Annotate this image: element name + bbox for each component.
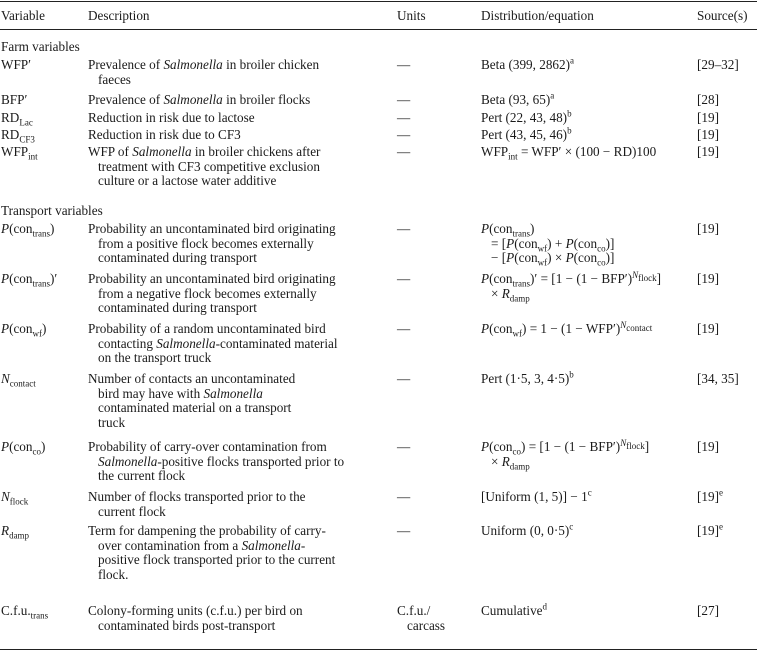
description-cell: Prevalence of Salmonella in broiler flocks (88, 92, 311, 107)
units-cell: — (397, 439, 411, 454)
variable-cell: $R_{damp}$ (1, 523, 30, 541)
header-distribution: Distribution/equation (481, 8, 594, 23)
units-cell: — (397, 221, 411, 236)
source-cell: $[19]^e$ (697, 521, 723, 538)
distribution-cell: [Uniform (1, $5)] - 1^c$ (481, 487, 592, 504)
description-cell: Probability an uncontaminated bird originating from a positive flock becomes externally contaminated during transport (88, 221, 336, 266)
units-cell: — (397, 92, 411, 107)
description-cell: Prevalence of Salmonella in broiler chicken faeces (88, 57, 320, 87)
variable-cell: $N_{flock}$ (1, 489, 29, 507)
description-cell: Number of flocks transported prior to the current flock (88, 489, 306, 519)
units-cell: — (397, 371, 411, 386)
header-description: Description (88, 8, 150, 23)
distribution-cell: $P(con_{co}) = [1 - (1 - BFP')^{N_{flock}}]$ × $R_{damp}$ (481, 437, 650, 472)
units-cell: — (397, 523, 411, 538)
distribution-cell: Beta (399, 2862)$^a$ (481, 55, 574, 72)
units-cell: — (397, 144, 411, 159)
variable-cell: P(con$_{wf}$) (1, 321, 47, 339)
bottom-rule (0, 649, 757, 650)
description-cell: Colony-forming units (c.f.u.) per bird on contaminated birds post-transport (88, 603, 303, 633)
variable-cell: WFP′ (1, 57, 32, 72)
units-cell: — (397, 489, 411, 504)
source-cell: [19] (697, 321, 719, 336)
description-cell: Number of contacts an uncontaminated bird may have with Salmonella contaminated material on a transport truck (88, 371, 296, 430)
distribution-cell: $P(con_{wf}) = 1 - (1 - WFP')^{N_{contact}}$ (481, 319, 653, 339)
variable-cell: P(con$_{co}$) (1, 439, 46, 457)
source-cell: [28] (697, 92, 719, 107)
units-cell: — (397, 127, 411, 142)
variable-cell: $N_{contact}$ (1, 371, 36, 389)
description-cell: Reduction in risk due to lactose (88, 110, 255, 125)
source-cell: [19] (697, 110, 719, 125)
variable-cell: $RD_{Lac}$ (1, 110, 33, 128)
source-cell: [34, 35] (697, 371, 739, 386)
units-cell: — (397, 271, 411, 286)
header-rule (0, 29, 757, 30)
description-cell: WFP of Salmonella in broiler chickens after treatment with CF3 competitive exclusion culture or a lactose water additive (88, 144, 321, 189)
units-cell: — (397, 57, 411, 72)
variable-cell: P(con$_{trans}$) (1, 221, 55, 239)
source-cell: [19] (697, 221, 719, 236)
header-units: Units (397, 8, 426, 23)
distribution-cell: Cumulative$^d$ (481, 601, 548, 618)
source-cell: [27] (697, 603, 719, 618)
section-farm-variables: Farm variables (1, 39, 80, 54)
source-cell: [19] (697, 127, 719, 142)
variable-cell: BFP′ (1, 92, 28, 107)
header-variable: Variable (1, 8, 45, 23)
source-cell: [29–32] (697, 57, 739, 72)
distribution-cell: $P(con_{trans})' = [1 - (1 - BFP')^{N_{flock}}]$ × $R_{damp}$ (481, 269, 662, 304)
distribution-cell: Uniform (0, 0·5)$^c$ (481, 521, 574, 538)
section-transport-variables: Transport variables (1, 203, 103, 218)
distribution-cell: $WFP_{int} = WFP' \times (100 - RD)100$ (481, 144, 657, 162)
header-sources: Source(s) (697, 8, 748, 23)
distribution-cell: Pert (22, 43, 48)$^b$ (481, 108, 572, 125)
description-cell: Probability an uncontaminated bird originating from a negative flock becomes externally contaminated during transport (88, 271, 336, 316)
description-cell: Reduction in risk due to CF3 (88, 127, 241, 142)
description-cell: Probability of a random uncontaminated bird contacting Salmonella-contaminated material on the transport truck (88, 321, 338, 366)
variable-cell: $C.f.u._{trans}$ (1, 603, 49, 621)
units-cell: — (397, 110, 411, 125)
variable-cell: P(con$_{trans}$)′ (1, 271, 58, 289)
source-cell: [19] (697, 144, 719, 159)
units-cell: C.f.u./ carcass (397, 603, 446, 633)
distribution-cell: Beta (93, 65)$^a$ (481, 90, 555, 107)
source-cell: $[19]^e$ (697, 487, 723, 504)
units-cell: — (397, 321, 411, 336)
variable-cell: $WFP_{int}$ (1, 144, 38, 162)
source-cell: [19] (697, 271, 719, 286)
distribution-cell: Pert (43, 45, 46)$^b$ (481, 125, 572, 142)
distribution-cell: P(con$_{trans}$) = [P(con$_{wf}$) + P(con$_{co}$)] − [P(con$_{wf}$) × P(con$_{co}$)] (481, 221, 615, 268)
description-cell: Probability of carry-over contamination from Salmonella-positive flocks transported prior to the current flock (88, 439, 345, 484)
source-cell: [19] (697, 439, 719, 454)
description-cell: Term for dampening the probability of carry- over contamination from a Salmonella- positive flock transported prior to the current flock. (88, 523, 336, 582)
top-rule (0, 1, 757, 2)
variable-cell: $RD_{CF3}$ (1, 127, 35, 145)
distribution-cell: Pert (1·5, 3, 4·5)$^b$ (481, 369, 574, 386)
